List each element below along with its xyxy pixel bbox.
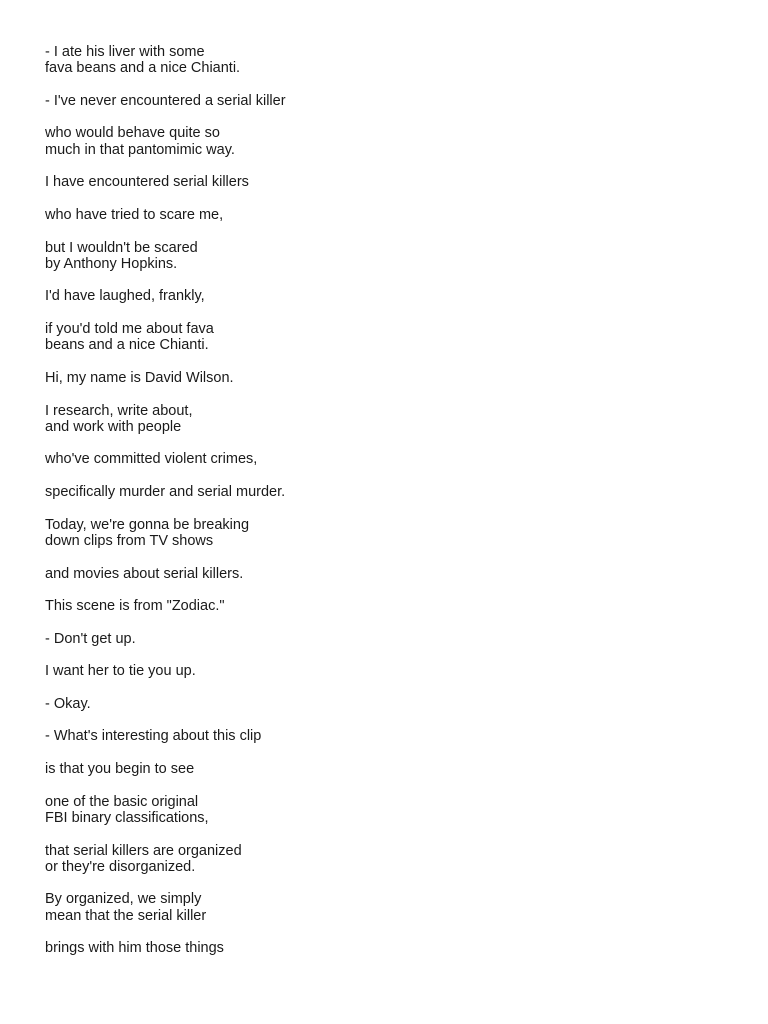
- transcript-line: beans and a nice Chianti.: [45, 337, 209, 354]
- transcript-line: Today, we're gonna be breaking: [45, 516, 250, 533]
- transcript-paragraph: [45, 631, 725, 647]
- transcript-line: who have tried to scare me,: [45, 206, 224, 223]
- transcript-line: - Okay.: [45, 695, 91, 712]
- transcript-paragraph: [45, 484, 725, 500]
- transcript-paragraph: [45, 321, 725, 354]
- transcript-paragraph: [45, 288, 725, 304]
- transcript-paragraph: [45, 663, 725, 679]
- transcript-line: - I ate his liver with some: [45, 44, 205, 60]
- transcript-paragraph: [45, 174, 725, 190]
- transcript-line: is that you begin to see: [45, 761, 195, 778]
- transcript-paragraph: [45, 93, 725, 109]
- transcript-line: I have encountered serial killers: [45, 174, 249, 191]
- transcript-line: specifically murder and serial murder.: [45, 484, 286, 501]
- transcript-line: down clips from TV shows: [45, 532, 214, 549]
- transcript-line: Hi, my name is David Wilson.: [45, 369, 234, 386]
- transcript-paragraph: [45, 696, 725, 712]
- transcript-line: who would behave quite so: [45, 125, 220, 142]
- transcript-line: one of the basic original: [45, 793, 199, 810]
- transcript-paragraph: [45, 370, 725, 386]
- transcript-line: brings with him those things: [45, 940, 224, 957]
- transcript-paragraph: [45, 566, 725, 582]
- transcript-line: This scene is from "Zodiac.": [45, 598, 225, 615]
- transcript-paragraph: [45, 940, 725, 956]
- transcript-paragraph: [45, 517, 725, 550]
- transcript-paragraph: [45, 843, 725, 876]
- transcript-page: [45, 44, 725, 973]
- transcript-paragraph: [45, 451, 725, 467]
- transcript-line: much in that pantomimic way.: [45, 141, 235, 158]
- transcript-line: FBI binary classifications,: [45, 809, 209, 826]
- transcript-line: By organized, we simply: [45, 891, 202, 908]
- transcript-paragraph: [45, 794, 725, 827]
- transcript-line: I'd have laughed, frankly,: [45, 288, 205, 305]
- transcript-paragraph: [45, 125, 725, 158]
- transcript-line: that serial killers are organized: [45, 842, 242, 859]
- transcript-line: fava beans and a nice Chianti.: [45, 60, 241, 77]
- transcript-paragraph: [45, 598, 725, 614]
- transcript-paragraph: [45, 891, 725, 924]
- transcript-paragraph: [45, 728, 725, 744]
- transcript-line: and movies about serial killers.: [45, 565, 244, 582]
- transcript-line: but I wouldn't be scared: [45, 239, 198, 256]
- transcript-line: or they're disorganized.: [45, 858, 196, 875]
- transcript-line: - What's interesting about this clip: [45, 728, 262, 745]
- transcript-line: by Anthony Hopkins.: [45, 255, 178, 272]
- transcript-line: if you'd told me about fava: [45, 321, 214, 338]
- transcript-paragraph: [45, 761, 725, 777]
- transcript-line: and work with people: [45, 418, 182, 435]
- transcript-line: - Don't get up.: [45, 630, 136, 647]
- transcript-line: who've committed violent crimes,: [45, 451, 258, 468]
- transcript-paragraph: [45, 240, 725, 273]
- transcript-line: - I've never encountered a serial killer: [45, 92, 286, 109]
- transcript-paragraph: [45, 207, 725, 223]
- transcript-line: mean that the serial killer: [45, 907, 207, 924]
- transcript-line: I research, write about,: [45, 402, 193, 419]
- transcript-paragraph: [45, 44, 725, 77]
- transcript-paragraph: [45, 403, 725, 436]
- transcript-line: I want her to tie you up.: [45, 663, 196, 680]
